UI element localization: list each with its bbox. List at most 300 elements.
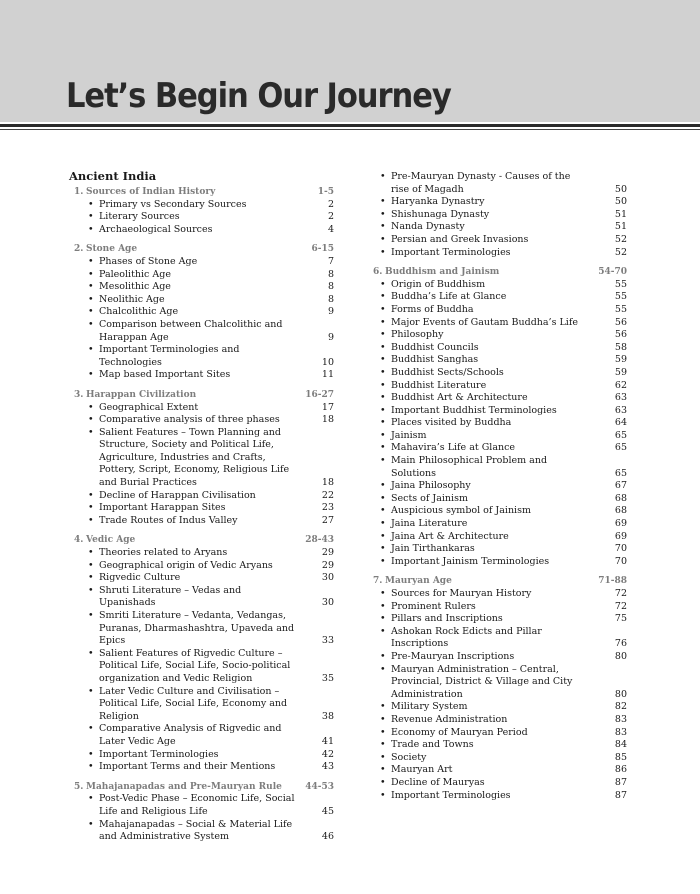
bullet-icon: • [88, 426, 94, 438]
topic-list [69, 547, 334, 774]
topic-page: 86 [614, 764, 627, 776]
topic-page: 69 [614, 530, 627, 542]
toc-right-column [368, 171, 627, 809]
topic-page: 63 [614, 404, 627, 416]
topic-title: Comparative Analysis of Rigvedic and Later Vedic Age [99, 723, 282, 747]
chapter-heading[interactable] [368, 266, 627, 279]
toc-topic[interactable] [69, 610, 334, 648]
chapter-title: Harappan Civilization [86, 389, 197, 400]
bullet-icon: • [88, 761, 94, 773]
chapter-title: Stone Age [86, 244, 138, 255]
chapter-pages: 6-15 [311, 244, 334, 255]
topic-title: Archaeological Sources [99, 223, 213, 235]
topic-page: 52 [614, 246, 627, 258]
topic-page: 29 [321, 559, 334, 571]
topic-page: 70 [614, 543, 627, 555]
toc-topic[interactable] [368, 329, 627, 342]
chapter-heading[interactable] [69, 534, 334, 547]
topic-title: Buddhist Sanghas [391, 354, 479, 366]
chapter-pages: 44-53 [305, 781, 334, 792]
topic-page: 51 [614, 221, 627, 233]
toc-topic[interactable] [69, 723, 334, 748]
toc-topic[interactable] [69, 269, 334, 282]
left-chapter-list [69, 186, 334, 844]
topic-title: Geographical Extent [99, 401, 199, 413]
toc-topic[interactable] [368, 455, 627, 480]
topic-page: 2 [327, 198, 334, 210]
topic-title: Economy of Mauryan Period [391, 726, 528, 738]
toc-topic[interactable] [368, 480, 627, 493]
toc-topic[interactable] [69, 572, 334, 585]
bullet-icon: • [380, 600, 386, 612]
bullet-icon: • [380, 713, 386, 725]
topic-page: 45 [321, 805, 334, 817]
topic-page: 11 [321, 369, 334, 381]
topic-page: 87 [614, 776, 627, 788]
bullet-icon: • [88, 610, 94, 621]
bullet-icon: • [380, 404, 386, 416]
bullet-icon: • [88, 489, 94, 501]
bullet-icon: • [380, 588, 386, 599]
bullet-icon: • [380, 505, 386, 517]
topic-title: Jaina Philosophy [391, 480, 471, 492]
topic-page: 67 [614, 480, 627, 492]
topic-title: Decline of Mauryas [391, 776, 485, 788]
page-title: Let’s Begin Our Journey [66, 76, 451, 116]
topic-title: Geographical origin of Vedic Aryans [99, 559, 273, 571]
topic-title: Auspicious symbol of Jainism [391, 505, 531, 517]
topic-page: 72 [614, 588, 627, 599]
toc-topic[interactable] [368, 209, 627, 222]
topic-page: 8 [327, 281, 334, 293]
toc-topic[interactable] [368, 518, 627, 531]
topic-page: 80 [614, 688, 627, 700]
toc-topic[interactable] [368, 392, 627, 405]
chapter-heading[interactable] [368, 575, 627, 588]
topic-page: 41 [321, 735, 334, 747]
topic-title: Nanda Dynasty [391, 221, 465, 233]
toc-chapter [69, 186, 334, 236]
topic-page: 18 [321, 477, 334, 489]
topic-page: 42 [321, 748, 334, 760]
chapter-pages: 54-70 [598, 267, 627, 278]
toc-topic[interactable] [69, 281, 334, 294]
topic-title: Chalcolithic Age [99, 306, 179, 318]
bullet-icon: • [380, 625, 386, 637]
toc-topic[interactable] [368, 317, 627, 330]
chapter-title: Buddhism and Jainism [385, 267, 500, 278]
bullet-icon: • [380, 776, 386, 788]
topic-page: 87 [614, 789, 627, 801]
topic-page: 58 [614, 341, 627, 353]
topic-title: Jaina Art & Architecture [391, 530, 509, 542]
toc-topic[interactable] [368, 196, 627, 209]
bullet-icon: • [88, 293, 94, 305]
toc-topic[interactable] [368, 556, 627, 569]
topic-page: 68 [614, 492, 627, 504]
topic-page: 50 [614, 196, 627, 208]
toc-topic[interactable] [69, 224, 334, 237]
bullet-icon: • [88, 318, 94, 330]
bullet-icon: • [380, 764, 386, 776]
topic-page: 55 [614, 291, 627, 303]
topic-title: Trade Routes of Indus Valley [99, 514, 238, 526]
bullet-icon: • [88, 502, 94, 514]
bullet-icon: • [380, 530, 386, 542]
topic-title: Places visited by Buddha [391, 417, 512, 429]
topic-title: Origin of Buddhism [391, 278, 486, 290]
bullet-icon: • [88, 748, 94, 760]
topic-title: Comparative analysis of three phases [99, 414, 280, 426]
chapter-heading[interactable] [69, 781, 334, 794]
topic-page: 63 [614, 392, 627, 404]
topic-title: Pre-Mauryan Inscriptions [391, 650, 515, 662]
topic-page: 75 [614, 613, 627, 625]
topic-page: 68 [614, 505, 627, 517]
bullet-icon: • [380, 442, 386, 454]
bullet-icon: • [380, 751, 386, 763]
topic-list [69, 793, 334, 843]
topic-title: Major Events of Gautam Buddha’s Life [391, 316, 578, 328]
topic-title: Shruti Literature – Vedas and Upanishads [99, 584, 242, 609]
toc-topic[interactable] [368, 626, 627, 651]
topic-page: 9 [327, 331, 334, 343]
topic-title: Mauryan Administration – Central, Provincial, District & Village and City Administration [391, 663, 573, 700]
bullet-icon: • [380, 739, 386, 751]
bullet-icon: • [380, 726, 386, 738]
bullet-icon: • [380, 246, 386, 258]
chapter-number: 5. [74, 781, 84, 792]
topic-page: 76 [614, 638, 627, 650]
bullet-icon: • [380, 392, 386, 404]
topic-title: Mahavira’s Life at Glance [391, 442, 516, 454]
topic-title: Rigvedic Culture [99, 572, 181, 584]
topic-title: Neolithic Age [99, 293, 165, 305]
toc-topic[interactable] [368, 701, 627, 714]
bullet-icon: • [380, 196, 386, 208]
topic-page: 55 [614, 303, 627, 315]
topic-title: Main Philosophical Problem and Solutions [391, 455, 548, 479]
bullet-icon: • [380, 455, 386, 467]
chapter-number: 2. [74, 244, 84, 255]
toc-topic[interactable] [69, 294, 334, 307]
toc-topic[interactable] [368, 727, 627, 740]
topic-page: 8 [327, 268, 334, 280]
topic-page: 59 [614, 354, 627, 366]
toc-topic[interactable] [368, 531, 627, 544]
topic-title: Mahajanapadas – Social & Material Life and Administrative System [99, 818, 293, 843]
topic-page: 35 [321, 672, 334, 684]
bullet-icon: • [380, 518, 386, 530]
topic-list [368, 279, 627, 569]
toc-topic[interactable] [69, 648, 334, 686]
toc-topic[interactable] [69, 686, 334, 724]
header-rule-thin [0, 129, 700, 130]
topic-title: Mesolithic Age [99, 281, 171, 293]
toc-left-column [69, 170, 334, 851]
chapter-title: Mauryan Age [385, 576, 452, 587]
toc-topic[interactable] [368, 380, 627, 393]
topic-title: Important Terminologies [99, 748, 219, 760]
topic-title: Buddhist Literature [391, 379, 487, 391]
toc-topic[interactable] [69, 369, 334, 382]
topic-title: Smriti Literature – Vedanta, Vedangas, Puranas, Dharmashashtra, Upaveda and Epics [99, 610, 295, 647]
topic-page: 50 [614, 183, 627, 195]
topic-page: 22 [321, 489, 334, 501]
topic-title: Comparison between Chalcolithic and Harappan Age [99, 318, 283, 343]
right-chapter-list [368, 266, 627, 802]
topic-page: 56 [614, 329, 627, 341]
topic-title: Jainism [391, 429, 427, 441]
chapter-number: 6. [373, 267, 383, 278]
toc-topic[interactable] [368, 651, 627, 664]
toc-topic[interactable] [69, 306, 334, 319]
topic-list [69, 199, 334, 237]
toc-chapter [69, 781, 334, 844]
bullet-icon: • [88, 198, 94, 210]
topic-title: Shishunaga Dynasty [391, 208, 490, 220]
topic-title: Primary vs Secondary Sources [99, 198, 247, 210]
topic-title: Salient Features of Rigvedic Culture – Political Life, Social Life, Socio-political organization and Vedic Religion [99, 647, 291, 684]
toc-topic[interactable] [368, 304, 627, 317]
topic-title: Pillars and Inscriptions [391, 613, 503, 625]
toc-topic[interactable] [69, 819, 334, 844]
topic-title: Persian and Greek Invasions [391, 233, 529, 245]
topic-title: Sources for Mauryan History [391, 588, 532, 599]
chapter-number: 1. [74, 187, 84, 197]
topic-page: 33 [321, 635, 334, 647]
bullet-icon: • [88, 211, 94, 223]
topic-page: 7 [327, 255, 334, 267]
topic-page: 4 [327, 223, 334, 235]
toc-topic[interactable] [368, 430, 627, 443]
topic-page: 83 [614, 713, 627, 725]
topic-page: 9 [327, 306, 334, 318]
toc-topic[interactable] [368, 714, 627, 727]
topic-title: Mauryan Art [391, 764, 453, 776]
bullet-icon: • [88, 223, 94, 235]
toc-topic[interactable] [368, 588, 627, 601]
bullet-icon: • [88, 255, 94, 267]
chapter-heading[interactable] [69, 186, 334, 199]
bullet-icon: • [380, 429, 386, 441]
toc-topic[interactable] [69, 319, 334, 344]
topic-page: 84 [614, 739, 627, 751]
bullet-icon: • [380, 492, 386, 504]
topic-title: Trade and Towns [391, 739, 474, 751]
topic-page: 27 [321, 514, 334, 526]
toc-topic[interactable] [368, 543, 627, 556]
bullet-icon: • [380, 379, 386, 391]
topic-page: 29 [321, 547, 334, 559]
toc-topic[interactable] [368, 354, 627, 367]
bullet-icon: • [88, 793, 94, 805]
chapter-title: Vedic Age [86, 535, 136, 546]
topic-title: Buddhist Art & Architecture [391, 392, 528, 404]
topic-page: 65 [614, 429, 627, 441]
topic-title: Jaina Literature [391, 518, 468, 530]
topic-title: Important Terms and their Mentions [99, 761, 276, 773]
bullet-icon: • [88, 723, 94, 735]
topic-title: Pre-Mauryan Dynasty - Causes of the rise of Magadh [391, 171, 571, 195]
toc-topic[interactable] [368, 790, 627, 803]
bullet-icon: • [88, 685, 94, 697]
bullet-icon: • [88, 647, 94, 659]
toc-topic[interactable] [368, 601, 627, 614]
toc-topic[interactable] [368, 405, 627, 418]
topic-page: 56 [614, 316, 627, 328]
bullet-icon: • [380, 613, 386, 625]
toc-topic[interactable] [368, 171, 627, 196]
toc-topic[interactable] [368, 777, 627, 790]
topic-title: Literary Sources [99, 211, 180, 223]
chapter-number: 4. [74, 535, 84, 546]
topic-title: Phases of Stone Age [99, 255, 198, 267]
toc-topic[interactable] [69, 560, 334, 573]
topic-page: 10 [321, 356, 334, 368]
bullet-icon: • [88, 281, 94, 293]
toc-topic[interactable] [69, 761, 334, 774]
topic-page: 52 [614, 233, 627, 245]
chapter-pages: 71-88 [598, 576, 627, 587]
chapter-pages: 28-43 [305, 535, 334, 546]
topic-title: Important Terminologies and Technologies [99, 344, 240, 368]
topic-page: 30 [321, 597, 334, 609]
topic-title: Society [391, 751, 427, 763]
toc-topic[interactable] [368, 342, 627, 355]
toc-topic[interactable] [368, 247, 627, 260]
toc-chapter [69, 534, 334, 773]
bullet-icon: • [380, 417, 386, 429]
toc-topic[interactable] [69, 749, 334, 762]
toc-chapter [368, 266, 627, 568]
topic-page: 65 [614, 467, 627, 479]
topic-title: Salient Features – Town Planning and Structure, Society and Political Life, Agriculture, Industries and Crafts, Pottery, Script, Economy, Religious Life and Burial Practices [99, 426, 290, 489]
toc-topic[interactable] [69, 402, 334, 415]
topic-page: 8 [327, 293, 334, 305]
toc-topic[interactable] [69, 502, 334, 515]
bullet-icon: • [380, 233, 386, 245]
bullet-icon: • [380, 291, 386, 303]
topic-list [368, 588, 627, 802]
topic-title: Buddhist Councils [391, 341, 479, 353]
header-band [0, 0, 700, 122]
topic-title: Haryanka Dynastry [391, 196, 485, 208]
topic-title: Prominent Rulers [391, 600, 476, 612]
topic-title: Theories related to Aryans [99, 547, 228, 559]
topic-page: 30 [321, 572, 334, 584]
toc-topic[interactable] [69, 211, 334, 224]
topic-page: 46 [321, 831, 334, 843]
topic-page: 23 [321, 502, 334, 514]
toc-topic[interactable] [368, 613, 627, 626]
topic-title: Important Terminologies [391, 789, 511, 801]
topic-page: 85 [614, 751, 627, 763]
bullet-icon: • [380, 221, 386, 233]
topic-title: Decline of Harappan Civilisation [99, 489, 256, 501]
toc-topic[interactable] [368, 664, 627, 702]
header-rule-thick [0, 124, 700, 127]
toc-topic[interactable] [368, 234, 627, 247]
chapter-heading[interactable] [69, 243, 334, 256]
toc-topic[interactable] [69, 344, 334, 369]
topic-page: 62 [614, 379, 627, 391]
topic-title: Buddhist Sects/Schools [391, 366, 504, 378]
bullet-icon: • [380, 663, 386, 675]
bullet-icon: • [380, 208, 386, 220]
bullet-icon: • [380, 789, 386, 801]
topic-list [69, 402, 334, 528]
topic-title: Important Buddhist Terminologies [391, 404, 557, 416]
toc-topic[interactable] [69, 199, 334, 212]
toc-topic[interactable] [69, 793, 334, 818]
toc-topic[interactable] [69, 414, 334, 427]
bullet-icon: • [88, 584, 94, 596]
bullet-icon: • [380, 701, 386, 713]
topic-page: 69 [614, 518, 627, 530]
bullet-icon: • [88, 514, 94, 526]
toc-topic[interactable] [368, 764, 627, 777]
toc-chapter [69, 389, 334, 528]
toc-topic[interactable] [368, 493, 627, 506]
toc-topic[interactable] [368, 417, 627, 430]
topic-page: 51 [614, 208, 627, 220]
toc-topic[interactable] [368, 291, 627, 304]
topic-page: 59 [614, 366, 627, 378]
toc-topic[interactable] [69, 490, 334, 503]
topic-title: Military System [391, 701, 468, 713]
topic-page: 72 [614, 600, 627, 612]
toc-topic[interactable] [368, 739, 627, 752]
bullet-icon: • [380, 354, 386, 366]
toc-topic[interactable] [368, 752, 627, 765]
toc-topic[interactable] [69, 547, 334, 560]
toc-topic[interactable] [368, 221, 627, 234]
bullet-icon: • [88, 572, 94, 584]
topic-page: 65 [614, 442, 627, 454]
toc-topic[interactable] [69, 515, 334, 528]
bullet-icon: • [88, 414, 94, 426]
bullet-icon: • [380, 303, 386, 315]
chapter-pages: 1-5 [317, 187, 334, 197]
topic-page: 2 [327, 211, 334, 223]
topic-title: Jain Tirthankaras [391, 543, 475, 555]
topic-list [69, 256, 334, 382]
toc-topic[interactable] [368, 367, 627, 380]
chapter-heading[interactable] [69, 389, 334, 402]
toc-topic[interactable] [368, 279, 627, 292]
toc-topic[interactable] [69, 427, 334, 490]
toc-topic[interactable] [368, 442, 627, 455]
toc-topic[interactable] [69, 585, 334, 610]
topic-title: Post-Vedic Phase – Economic Life, Social Life and Religious Life [99, 793, 295, 817]
toc-chapter [69, 243, 334, 382]
bullet-icon: • [88, 547, 94, 559]
topic-page: 55 [614, 278, 627, 290]
topic-page: 64 [614, 417, 627, 429]
bullet-icon: • [380, 171, 386, 182]
topic-title: Philosophy [391, 329, 444, 341]
chapter-title: Sources of Indian History [86, 187, 216, 197]
toc-topic[interactable] [69, 256, 334, 269]
topic-page: 38 [321, 710, 334, 722]
bullet-icon: • [380, 341, 386, 353]
bullet-icon: • [88, 306, 94, 318]
bullet-icon: • [88, 559, 94, 571]
topic-title: Forms of Buddha [391, 303, 474, 315]
toc-topic[interactable] [368, 505, 627, 518]
topic-title: Important Harappan Sites [99, 502, 226, 514]
